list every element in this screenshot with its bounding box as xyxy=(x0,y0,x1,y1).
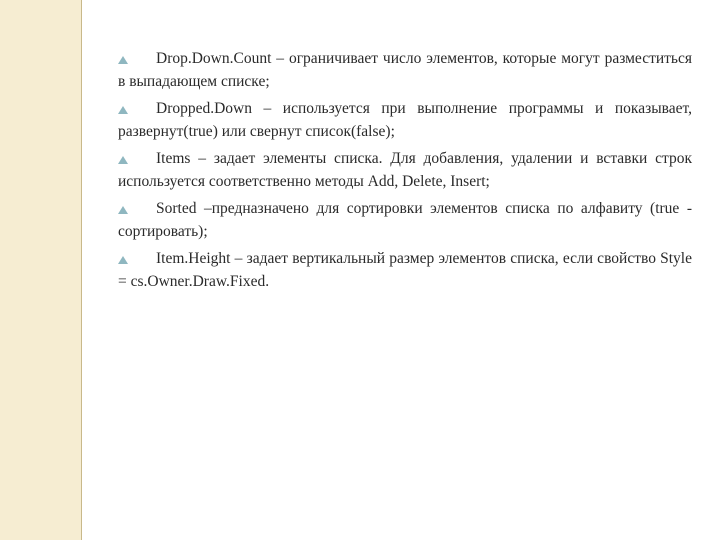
list-item xyxy=(118,98,692,143)
decorative-sidebar xyxy=(0,0,81,540)
list-item-text: Sorted –предназначено для сортировки элементов списка по алфавиту (true - сортировать); xyxy=(118,200,692,240)
list-item-text: Dropped.Down – используется при выполнение программы и показывает, развернут(true) или свернут список(false); xyxy=(118,100,692,140)
bullet-icon xyxy=(118,256,128,264)
list-item xyxy=(118,248,692,293)
bullet-list xyxy=(118,48,692,298)
list-item-text: Drop.Down.Count – ограничивает число элементов, которые могут разместиться в выпадающем списке; xyxy=(118,50,692,90)
bullet-icon xyxy=(118,156,128,164)
list-item xyxy=(118,148,692,193)
bullet-icon xyxy=(118,206,128,214)
list-item-text: Items – задает элементы списка. Для добавления, удалении и вставки строк используется соответственно методы Add, Delete, Insert; xyxy=(118,150,692,190)
list-item-text: Item.Height – задает вертикальный размер элементов списка, если свойство Style = cs.Owner.Draw.Fixed. xyxy=(118,250,692,290)
list-item xyxy=(118,198,692,243)
bullet-icon xyxy=(118,106,128,114)
list-item xyxy=(118,48,692,93)
bullet-icon xyxy=(118,56,128,64)
sidebar-divider xyxy=(81,0,82,540)
